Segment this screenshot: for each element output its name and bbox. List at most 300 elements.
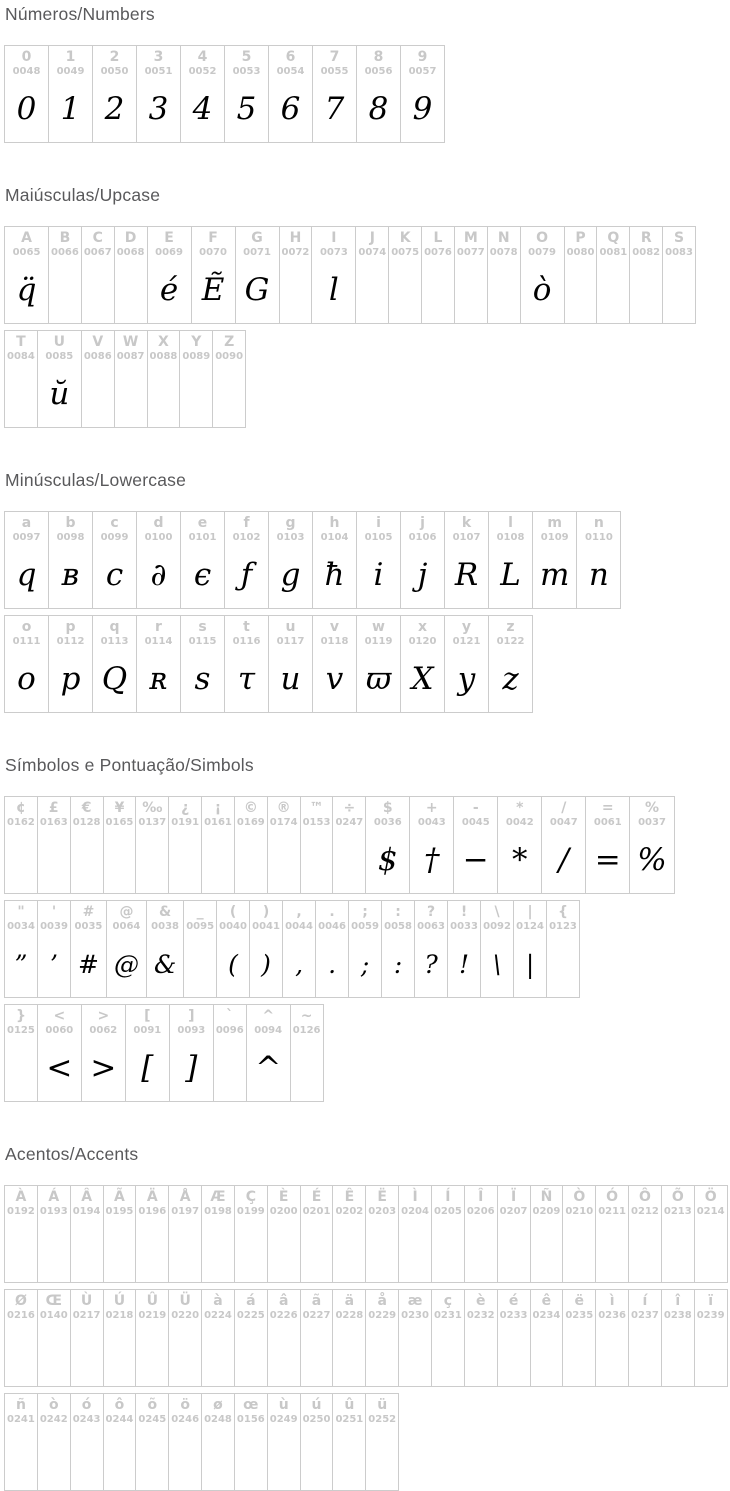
cell-code-label: 0207 (499, 1206, 528, 1217)
glyph-cell (136, 511, 181, 609)
glyph-cell (365, 1393, 399, 1491)
cell-code-label: 0245 (138, 1414, 167, 1425)
cell-code-label: 0041 (252, 921, 280, 932)
cell-glyph (344, 829, 354, 891)
glyph-cell (400, 511, 445, 609)
cell-character-label: H (289, 230, 302, 246)
cell-glyph (706, 1218, 716, 1280)
cell-character-label: Õ (671, 1189, 684, 1205)
glyph-cell (431, 1289, 465, 1387)
cell-code-label: 0097 (12, 532, 41, 543)
cell-character-label: ¿ (181, 800, 190, 816)
section-symbols (4, 755, 730, 1102)
cell-character-label: í (642, 1293, 648, 1309)
cell-code-label: 0066 (51, 247, 79, 258)
glyph-row-accents-3 (4, 1393, 730, 1491)
cell-glyph: Ẽ (201, 272, 225, 308)
cell-glyph: @ (113, 949, 139, 979)
cell-glyph: g (280, 557, 301, 593)
glyph-cell (92, 45, 137, 143)
cell-code-label: 0108 (496, 532, 525, 543)
cell-glyph: ϖ (365, 661, 392, 697)
cell-glyph (377, 1322, 387, 1384)
cell-glyph (541, 1218, 551, 1280)
glyph-cell (92, 615, 137, 713)
glyph-cell (37, 1393, 71, 1491)
cell-glyph: G (244, 272, 270, 308)
cell-character-label: l (508, 515, 513, 531)
glyph-cell (453, 796, 498, 894)
cell-character-label: j (420, 515, 425, 531)
cell-character-label: Œ (45, 1293, 62, 1309)
glyph-cell (4, 1185, 38, 1283)
glyph-cell (37, 1185, 71, 1283)
glyph-cell (629, 796, 674, 894)
cell-character-label: 6 (285, 49, 296, 65)
cell-glyph: p (60, 661, 81, 697)
cell-code-label: 0211 (598, 1206, 627, 1217)
glyph-cell (381, 900, 415, 998)
cell-character-label: - (472, 800, 479, 816)
glyph-cell (103, 1185, 137, 1283)
glyph-cell (37, 1004, 82, 1102)
cell-character-label: * (516, 800, 524, 816)
cell-code-label: 0088 (149, 351, 178, 362)
cell-code-label: 0205 (433, 1206, 462, 1217)
cell-code-label: 0235 (565, 1310, 594, 1321)
cell-code-label: 0073 (319, 247, 348, 258)
glyph-cell (106, 900, 147, 998)
glyph-cell (530, 1185, 564, 1283)
cell-code-label: 0118 (320, 636, 349, 647)
cell-glyph (279, 1218, 289, 1280)
cell-glyph (225, 1037, 235, 1099)
cell-code-label: 0036 (373, 817, 402, 828)
section-title-lowercase: Minúsculas/Lowercase (5, 470, 187, 490)
glyph-cell (267, 1185, 301, 1283)
cell-glyph: ^ (255, 1050, 282, 1086)
cell-glyph: ʙ (61, 557, 80, 593)
glyph-cell (576, 511, 621, 609)
cell-code-label: 0213 (663, 1206, 692, 1217)
glyph-cell (168, 1185, 202, 1283)
cell-character-label: 8 (373, 49, 384, 65)
cell-code-label: 0110 (584, 532, 613, 543)
glyph-cell (487, 226, 521, 324)
cell-code-label: 0117 (276, 636, 305, 647)
cell-glyph (180, 829, 190, 891)
cell-code-label: 0079 (528, 247, 557, 258)
cell-glyph (344, 1322, 354, 1384)
cell-glyph (312, 1322, 322, 1384)
cell-glyph: i (373, 557, 384, 593)
glyph-cell (694, 1289, 728, 1387)
glyph-cell (81, 330, 115, 428)
cell-glyph (213, 1322, 223, 1384)
glyph-cell (268, 615, 313, 713)
cell-character-label: | (527, 904, 533, 920)
cell-code-label: 0243 (72, 1414, 101, 1425)
cell-character-label: t (243, 619, 250, 635)
cell-code-label: 0061 (593, 817, 622, 828)
glyph-cell (70, 1185, 104, 1283)
cell-code-label: 0039 (40, 921, 68, 932)
cell-glyph: c (105, 557, 124, 593)
glyph-cell (37, 330, 82, 428)
cell-glyph (49, 829, 59, 891)
cell-glyph: 3 (148, 91, 169, 127)
cell-glyph (213, 1426, 223, 1488)
cell-character-label: Á (48, 1189, 60, 1205)
glyph-cell (629, 226, 663, 324)
cell-glyph: u (280, 661, 301, 697)
cell-code-label: 0153 (302, 817, 331, 828)
cell-glyph: ) (261, 949, 271, 979)
glyph-cell (267, 1289, 301, 1387)
cell-glyph (114, 1426, 124, 1488)
cell-glyph (93, 363, 103, 425)
cell-code-label: 0107 (452, 532, 481, 543)
cell-code-label: 0056 (364, 66, 393, 77)
cell-character-label: ; (362, 904, 368, 920)
cell-character-label: Í (445, 1189, 451, 1205)
cell-character-label: è (475, 1293, 486, 1309)
glyph-cell (4, 796, 38, 894)
cell-glyph: ? (424, 949, 438, 979)
glyph-cell (300, 1185, 334, 1283)
cell-code-label: 0081 (599, 247, 628, 258)
glyph-cell (312, 45, 357, 143)
cell-character-label: ü (377, 1397, 388, 1413)
cell-glyph: 4 (192, 91, 213, 127)
cell-code-label: 0099 (100, 532, 129, 543)
cell-glyph: 9 (412, 91, 433, 127)
cell-character-label: Ê (344, 1189, 355, 1205)
cell-glyph: 8 (368, 91, 389, 127)
cell-glyph (195, 933, 205, 995)
cell-character-label: 5 (241, 49, 252, 65)
cell-character-label: 2 (109, 49, 120, 65)
cell-character-label: g (285, 515, 296, 531)
cell-glyph: ! (459, 949, 470, 979)
cell-glyph: \ (492, 949, 502, 979)
glyph-cell (234, 1393, 268, 1491)
cell-code-label: 0229 (368, 1310, 397, 1321)
cell-glyph (180, 1218, 190, 1280)
glyph-cell (48, 45, 93, 143)
cell-character-label: q (109, 619, 120, 635)
cell-glyph: [ (141, 1050, 154, 1086)
glyph-cell (662, 226, 696, 324)
cell-glyph: † (424, 842, 440, 878)
glyph-cell (246, 1004, 291, 1102)
cell-code-label: 0123 (549, 921, 577, 932)
cell-character-label: à (213, 1293, 223, 1309)
cell-character-label: Ç (245, 1189, 256, 1205)
cell-code-label: 0050 (100, 66, 129, 77)
cell-code-label: 0074 (358, 247, 387, 258)
glyph-cell (332, 796, 366, 894)
cell-glyph: * (512, 842, 528, 878)
cell-code-label: 0156 (236, 1414, 265, 1425)
cell-code-label: 0137 (138, 817, 167, 828)
cell-character-label: Ñ (540, 1189, 553, 1205)
cell-glyph (541, 1322, 551, 1384)
glyph-cell (454, 226, 488, 324)
cell-character-label: = (601, 800, 614, 816)
cell-character-label: T (16, 334, 26, 350)
glyph-cell (4, 330, 38, 428)
cell-code-label: 0204 (401, 1206, 429, 1217)
glyph-cell (216, 900, 250, 998)
cell-glyph (82, 1426, 92, 1488)
cell-character-label: ¥ (114, 800, 125, 816)
cell-character-label: æ (407, 1293, 423, 1309)
cell-character-label: w (372, 619, 385, 635)
cell-glyph: > (90, 1050, 117, 1086)
cell-character-label: ù (278, 1397, 289, 1413)
glyph-cell (694, 1185, 728, 1283)
cell-character-label: ì (609, 1293, 615, 1309)
cell-glyph (147, 829, 157, 891)
cell-character-label: ` (226, 1008, 234, 1024)
cell-code-label: 0051 (144, 66, 173, 77)
cell-glyph (82, 829, 92, 891)
cell-character-label: z (506, 619, 515, 635)
cell-code-label: 0040 (219, 921, 247, 932)
cell-character-label: b (65, 515, 76, 531)
cell-glyph (574, 1218, 584, 1280)
glyph-cell (480, 900, 514, 998)
cell-code-label: 0058 (384, 921, 412, 932)
cell-glyph: ò (532, 272, 552, 308)
glyph-cell (180, 45, 225, 143)
glyph-cell (497, 1289, 531, 1387)
cell-character-label: á (246, 1293, 256, 1309)
cell-code-label: 0055 (320, 66, 349, 77)
glyph-cell (135, 1393, 169, 1491)
glyph-cell (4, 1289, 38, 1387)
glyph-cell (37, 796, 71, 894)
glyph-row-lowercase-1 (4, 511, 730, 609)
cell-character-label: X (158, 334, 169, 350)
cell-glyph: < (46, 1050, 73, 1086)
cell-character-label: É (311, 1189, 322, 1205)
cell-glyph: ħ (324, 557, 345, 593)
cell-glyph (147, 1426, 157, 1488)
cell-code-label: 0231 (433, 1310, 462, 1321)
cell-glyph (673, 1218, 683, 1280)
cell-code-label: 0093 (177, 1025, 206, 1036)
cell-code-label: 0109 (540, 532, 569, 543)
cell-code-label: 0084 (7, 351, 35, 362)
cell-character-label: O (536, 230, 549, 246)
glyph-cell (348, 900, 382, 998)
cell-code-label: 0067 (83, 247, 112, 258)
glyph-cell (365, 1289, 399, 1387)
cell-glyph: 2 (104, 91, 125, 127)
cell-glyph (114, 829, 124, 891)
glyph-cell (488, 511, 533, 609)
cell-character-label: È (278, 1189, 289, 1205)
cell-character-label: E (164, 230, 174, 246)
cell-code-label: 0120 (408, 636, 437, 647)
cell-glyph: ; (360, 949, 370, 979)
glyph-cell (332, 1393, 366, 1491)
cell-character-label: C (92, 230, 103, 246)
cell-code-label: 0072 (281, 247, 310, 258)
cell-code-label: 0238 (663, 1310, 692, 1321)
cell-code-label: 0033 (450, 921, 478, 932)
glyph-cell (4, 1393, 38, 1491)
cell-character-label: ø (213, 1397, 223, 1413)
cell-character-label: B (59, 230, 71, 246)
cell-glyph (312, 829, 322, 891)
cell-character-label: ^ (262, 1008, 275, 1024)
glyph-cell (513, 900, 547, 998)
glyph-cell (562, 1185, 596, 1283)
cell-character-label: Z (224, 334, 235, 350)
cell-character-label: # (82, 904, 95, 920)
cell-glyph: | (525, 949, 535, 979)
cell-glyph: X (411, 661, 434, 697)
glyph-cell (356, 511, 401, 609)
cell-glyph (367, 259, 377, 321)
cell-glyph (499, 259, 509, 321)
cell-glyph (290, 259, 300, 321)
cell-glyph: R (454, 557, 479, 593)
cell-character-label: / (561, 800, 567, 816)
cell-character-label: o (21, 619, 32, 635)
glyph-cell (365, 1185, 399, 1283)
cell-glyph (476, 1218, 486, 1280)
cell-code-label: 0201 (302, 1206, 331, 1217)
cell-character-label: £ (48, 800, 59, 816)
cell-code-label: 0080 (566, 247, 595, 258)
cell-code-label: 0237 (631, 1310, 659, 1321)
cell-code-label: 0113 (100, 636, 129, 647)
cell-glyph: − (462, 842, 489, 878)
glyph-cell (103, 1289, 137, 1387)
cell-code-label: 0247 (335, 817, 364, 828)
cell-character-label: F (208, 230, 218, 246)
glyph-cell (70, 796, 104, 894)
cell-code-label: 0053 (232, 66, 261, 77)
cell-character-label: ï (708, 1293, 714, 1309)
glyph-cell (628, 1289, 662, 1387)
glyph-cell (135, 1185, 169, 1283)
glyph-cell (595, 1185, 629, 1283)
glyph-cell (400, 45, 445, 143)
cell-glyph: ŭ (49, 376, 70, 412)
cell-character-label: U (53, 334, 66, 350)
cell-glyph (377, 1426, 387, 1488)
cell-character-label: v (329, 619, 340, 635)
glyph-cell (201, 1289, 235, 1387)
cell-glyph (82, 1322, 92, 1384)
glyph-cell (201, 1393, 235, 1491)
cell-glyph (246, 1426, 256, 1488)
cell-glyph: ∂ (150, 557, 167, 593)
cell-character-label: I (331, 230, 337, 246)
cell-code-label: 0162 (7, 817, 35, 828)
cell-code-label: 0165 (105, 817, 134, 828)
cell-code-label: 0077 (456, 247, 485, 258)
cell-code-label: 0220 (171, 1310, 200, 1321)
glyph-cell (497, 1185, 531, 1283)
cell-character-label: Ä (146, 1189, 158, 1205)
cell-glyph (279, 1322, 289, 1384)
cell-glyph: # (78, 949, 99, 979)
cell-character-label: G (251, 230, 263, 246)
cell-glyph (509, 1322, 519, 1384)
cell-character-label: é (508, 1293, 519, 1309)
cell-glyph: Q (101, 661, 128, 697)
cell-character-label: ÷ (343, 800, 356, 816)
cell-glyph (16, 829, 26, 891)
glyph-cell (92, 511, 137, 609)
glyph-cell (70, 1393, 104, 1491)
cell-code-label: 0119 (364, 636, 393, 647)
cell-glyph (607, 1218, 617, 1280)
cell-glyph (16, 1426, 26, 1488)
glyph-cell (234, 1185, 268, 1283)
cell-code-label: 0105 (364, 532, 393, 543)
glyph-row-uppercase-1 (4, 226, 730, 324)
cell-code-label: 0246 (171, 1414, 200, 1425)
cell-glyph: L (500, 557, 521, 593)
cell-character-label: ? (427, 904, 436, 920)
glyph-row-accents-1 (4, 1185, 730, 1283)
glyph-cell (179, 330, 213, 428)
cell-code-label: 0196 (138, 1206, 167, 1217)
cell-glyph (82, 1218, 92, 1280)
glyph-cell (125, 1004, 170, 1102)
cell-character-label: } (15, 1008, 26, 1024)
cell-character-label: S (674, 230, 685, 246)
cell-glyph (443, 1322, 453, 1384)
glyph-cell (168, 796, 202, 894)
cell-glyph (466, 259, 476, 321)
glyph-cell (136, 615, 181, 713)
glyph-cell (464, 1289, 498, 1387)
cell-code-label: 0161 (204, 817, 232, 828)
glyph-cell (147, 226, 192, 324)
cell-glyph: . (328, 949, 337, 979)
cell-code-label: 0071 (243, 247, 271, 258)
cell-code-label: 0047 (549, 817, 578, 828)
cell-code-label: 0035 (74, 921, 103, 932)
cell-character-label: ô (114, 1397, 125, 1413)
cell-glyph (574, 1322, 584, 1384)
cell-character-label: + (425, 800, 438, 816)
cell-glyph: / (558, 842, 569, 878)
cell-character-label: n (593, 515, 604, 531)
cell-character-label: Ó (606, 1189, 619, 1205)
glyph-cell (249, 900, 283, 998)
cell-character-label: ä (344, 1293, 355, 1309)
cell-glyph: l (328, 272, 339, 308)
cell-code-label: 0163 (39, 817, 68, 828)
cell-glyph: = (594, 842, 621, 878)
glyph-cell (267, 1393, 301, 1491)
glyph-cell (201, 796, 235, 894)
cell-character-label: " (17, 904, 25, 920)
cell-glyph: ] (185, 1050, 198, 1086)
glyph-cell (398, 1185, 432, 1283)
cell-code-label: 0200 (269, 1206, 298, 1217)
cell-character-label: R (640, 230, 652, 246)
